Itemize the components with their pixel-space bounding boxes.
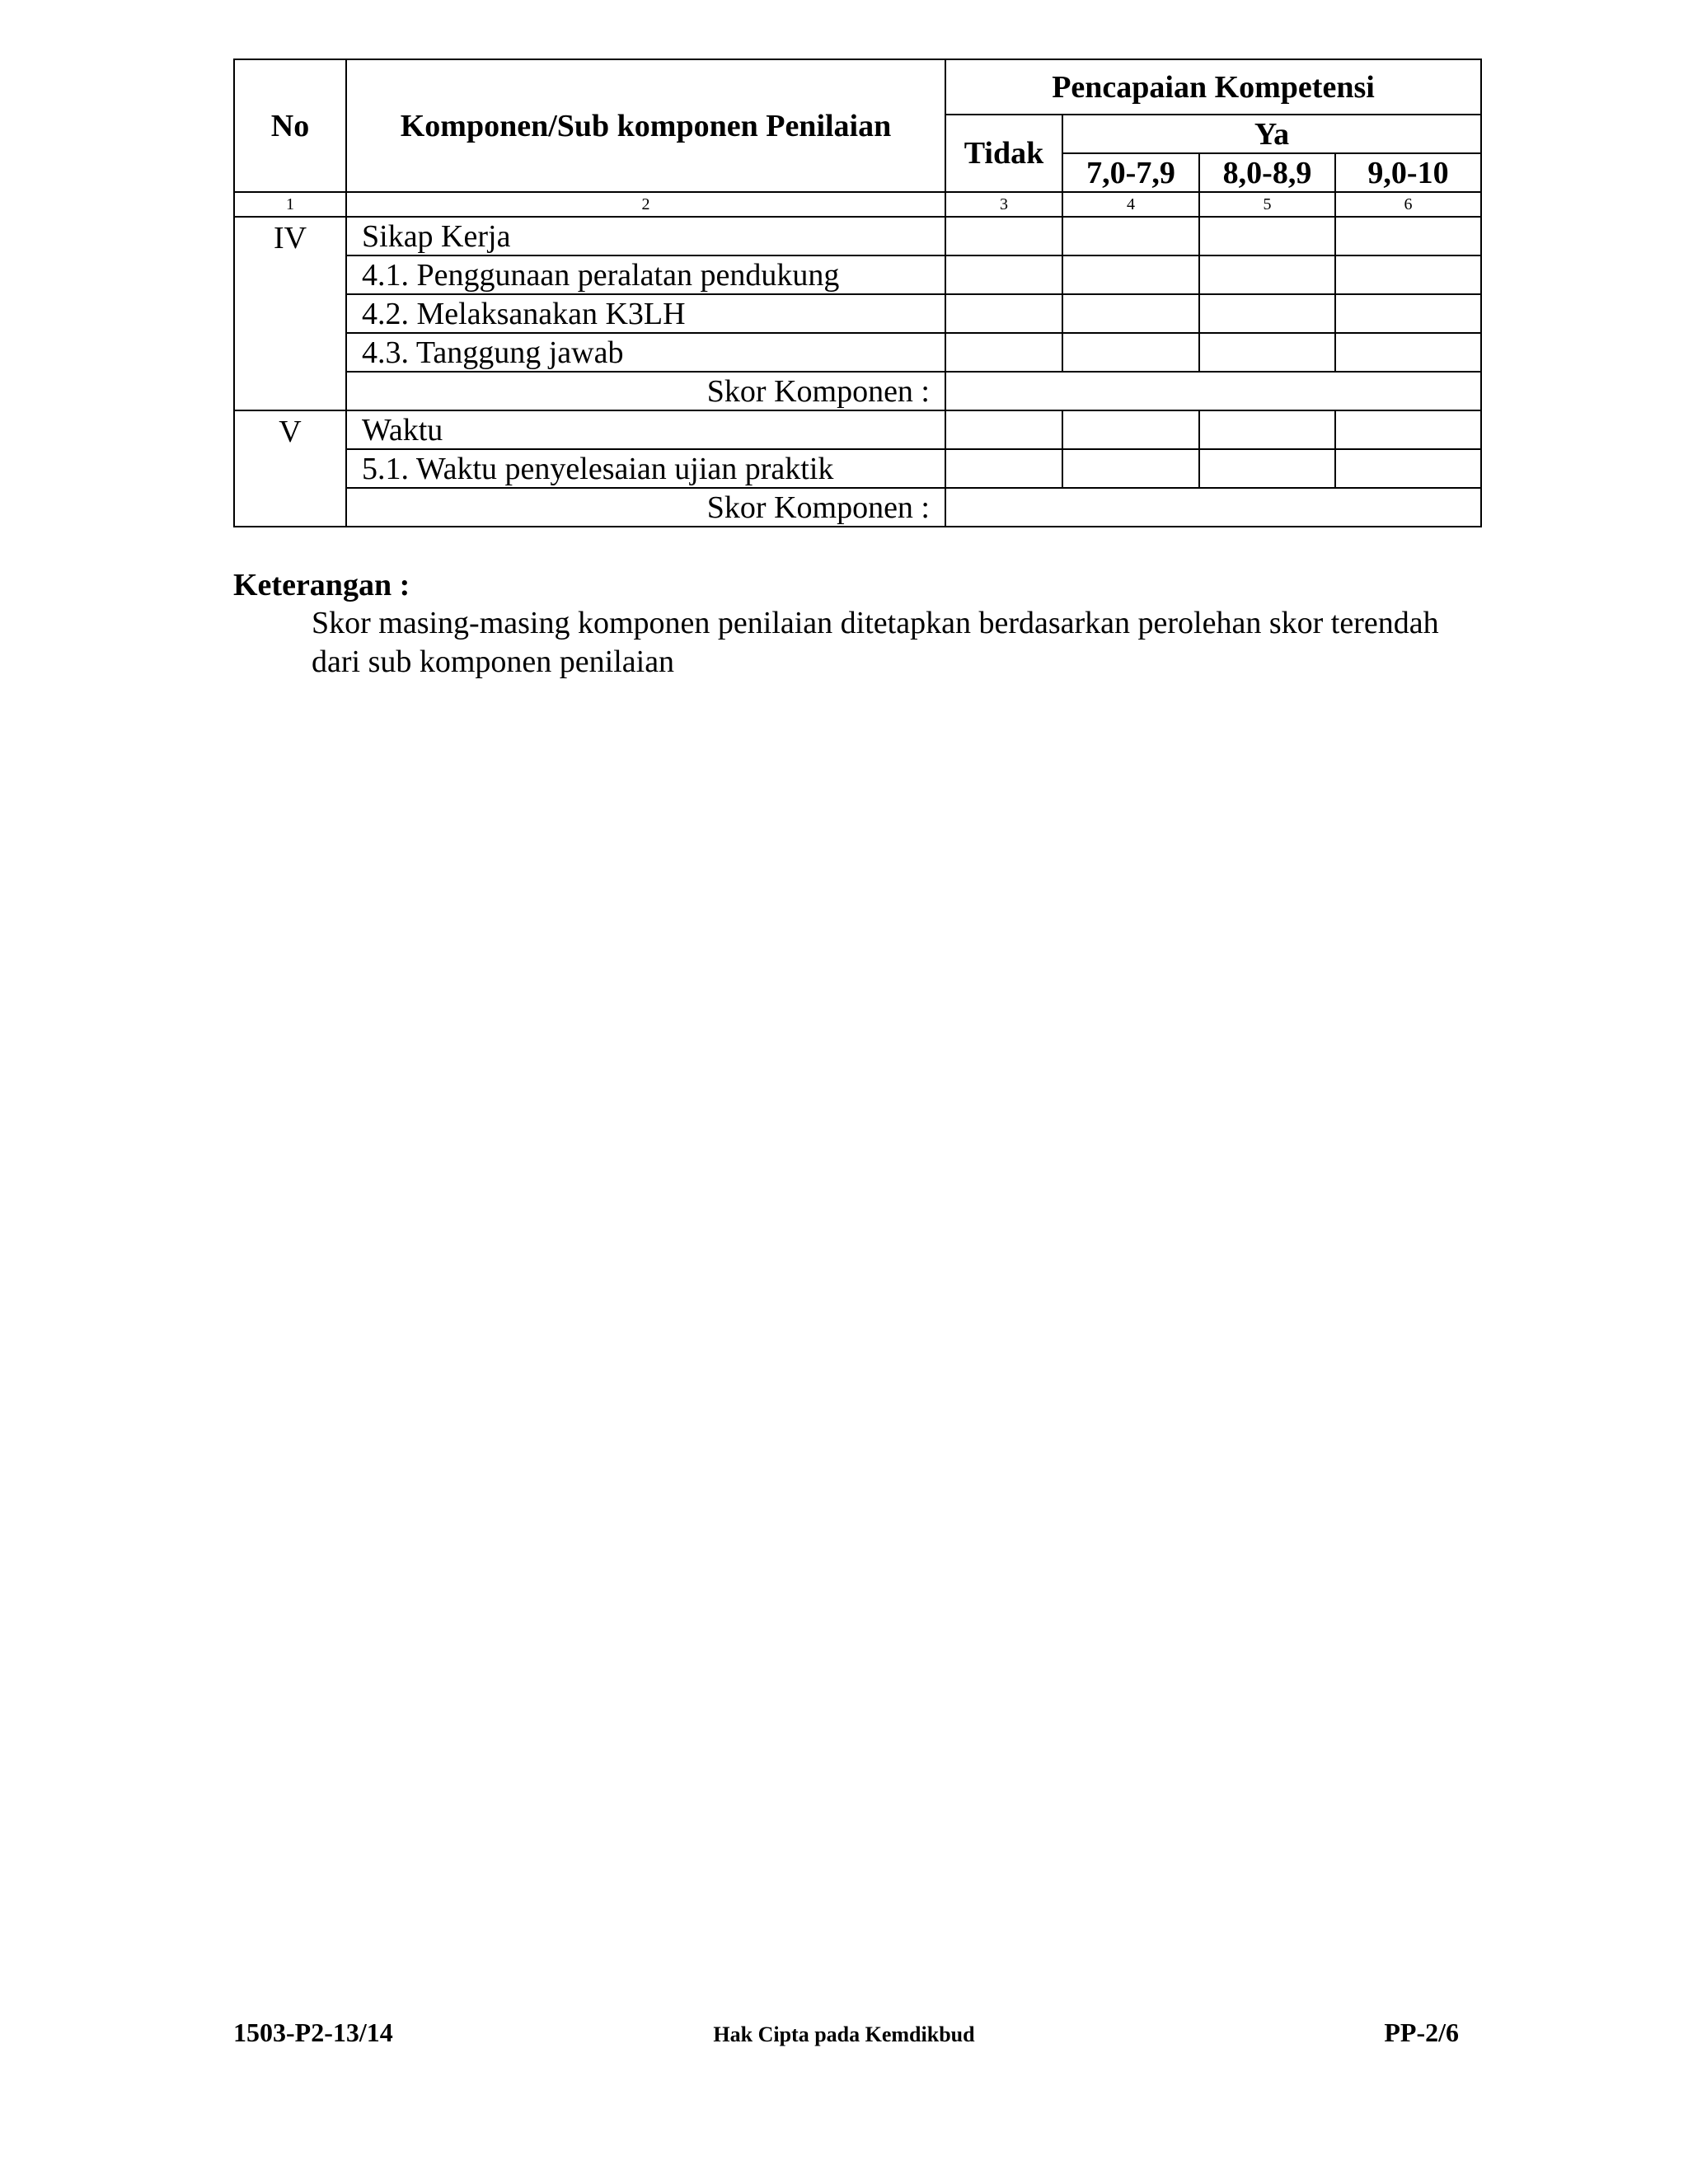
- item-row: [234, 255, 1481, 294]
- component-score-cell[interactable]: [945, 488, 1481, 527]
- header-no: No: [234, 59, 346, 192]
- section-title: Sikap Kerja: [346, 217, 945, 255]
- score-cell-tidak[interactable]: [945, 333, 1062, 372]
- score-cell-range-9[interactable]: [1335, 449, 1481, 488]
- column-number: 6: [1335, 192, 1481, 217]
- item-label: 4.1. Penggunaan peralatan pendukung: [346, 255, 945, 294]
- score-cell-range-7[interactable]: [1062, 449, 1199, 488]
- header-ya: Ya: [1062, 115, 1481, 153]
- score-cell-range-7[interactable]: [1062, 255, 1199, 294]
- section-number: IV: [234, 217, 346, 410]
- footer-copyright: Hak Cipta pada Kemdikbud: [713, 2022, 975, 2046]
- header-component: Komponen/Sub komponen Penilaian: [346, 59, 945, 192]
- footer-page-number: PP-2/6: [1384, 2018, 1459, 2047]
- component-score-cell[interactable]: [945, 372, 1481, 410]
- component-score-label: Skor Komponen :: [346, 488, 945, 527]
- column-number-row: [234, 192, 1481, 217]
- section-number: V: [234, 410, 346, 527]
- component-score-label: Skor Komponen :: [346, 372, 945, 410]
- column-number: 1: [234, 192, 346, 217]
- score-cell-range-8[interactable]: [1199, 449, 1335, 488]
- score-cell-tidak[interactable]: [945, 217, 1062, 255]
- score-cell-range-8[interactable]: [1199, 410, 1335, 449]
- score-cell-range-7[interactable]: [1062, 410, 1199, 449]
- score-cell-range-9[interactable]: [1335, 217, 1481, 255]
- score-cell-tidak[interactable]: [945, 294, 1062, 333]
- item-row: [234, 333, 1481, 372]
- score-cell-range-9[interactable]: [1335, 410, 1481, 449]
- score-cell-range-7[interactable]: [1062, 294, 1199, 333]
- header-achievement: Pencapaian Kompetensi: [945, 59, 1481, 115]
- score-cell-range-8[interactable]: [1199, 333, 1335, 372]
- score-cell-range-8[interactable]: [1199, 294, 1335, 333]
- score-cell-tidak[interactable]: [945, 410, 1062, 449]
- column-number: 4: [1062, 192, 1199, 217]
- assessment-table: [233, 59, 1482, 527]
- score-cell-tidak[interactable]: [945, 255, 1062, 294]
- footer-code: 1503-P2-13/14: [233, 2018, 393, 2047]
- score-cell-range-9[interactable]: [1335, 294, 1481, 333]
- section-title: Waktu: [346, 410, 945, 449]
- component-score-row: [234, 372, 1481, 410]
- item-label: 4.2. Melaksanakan K3LH: [346, 294, 945, 333]
- column-number: 3: [945, 192, 1062, 217]
- notes-body: Skor masing-masing komponen penilaian ditetapkan berdasarkan perolehan skor terendah dari sub komponen penilaian: [312, 606, 1439, 679]
- column-number: 2: [346, 192, 945, 217]
- score-cell-range-9[interactable]: [1335, 255, 1481, 294]
- score-cell-range-9[interactable]: [1335, 333, 1481, 372]
- score-cell-range-7[interactable]: [1062, 333, 1199, 372]
- column-number: 5: [1199, 192, 1335, 217]
- header-range-7: 7,0-7,9: [1062, 153, 1199, 192]
- item-label: 4.3. Tanggung jawab: [346, 333, 945, 372]
- item-label: 5.1. Waktu penyelesaian ujian praktik: [346, 449, 945, 488]
- score-cell-tidak[interactable]: [945, 449, 1062, 488]
- component-score-row: [234, 488, 1481, 527]
- score-cell-range-7[interactable]: [1062, 217, 1199, 255]
- section-row-iv: [234, 217, 1481, 255]
- header-tidak: Tidak: [945, 115, 1062, 192]
- score-cell-range-8[interactable]: [1199, 217, 1335, 255]
- score-cell-range-8[interactable]: [1199, 255, 1335, 294]
- item-row: [234, 449, 1481, 488]
- notes-title: Keterangan :: [233, 568, 410, 602]
- header-range-9: 9,0-10: [1335, 153, 1481, 192]
- item-row: [234, 294, 1481, 333]
- header-range-8: 8,0-8,9: [1199, 153, 1335, 192]
- section-row-v: [234, 410, 1481, 449]
